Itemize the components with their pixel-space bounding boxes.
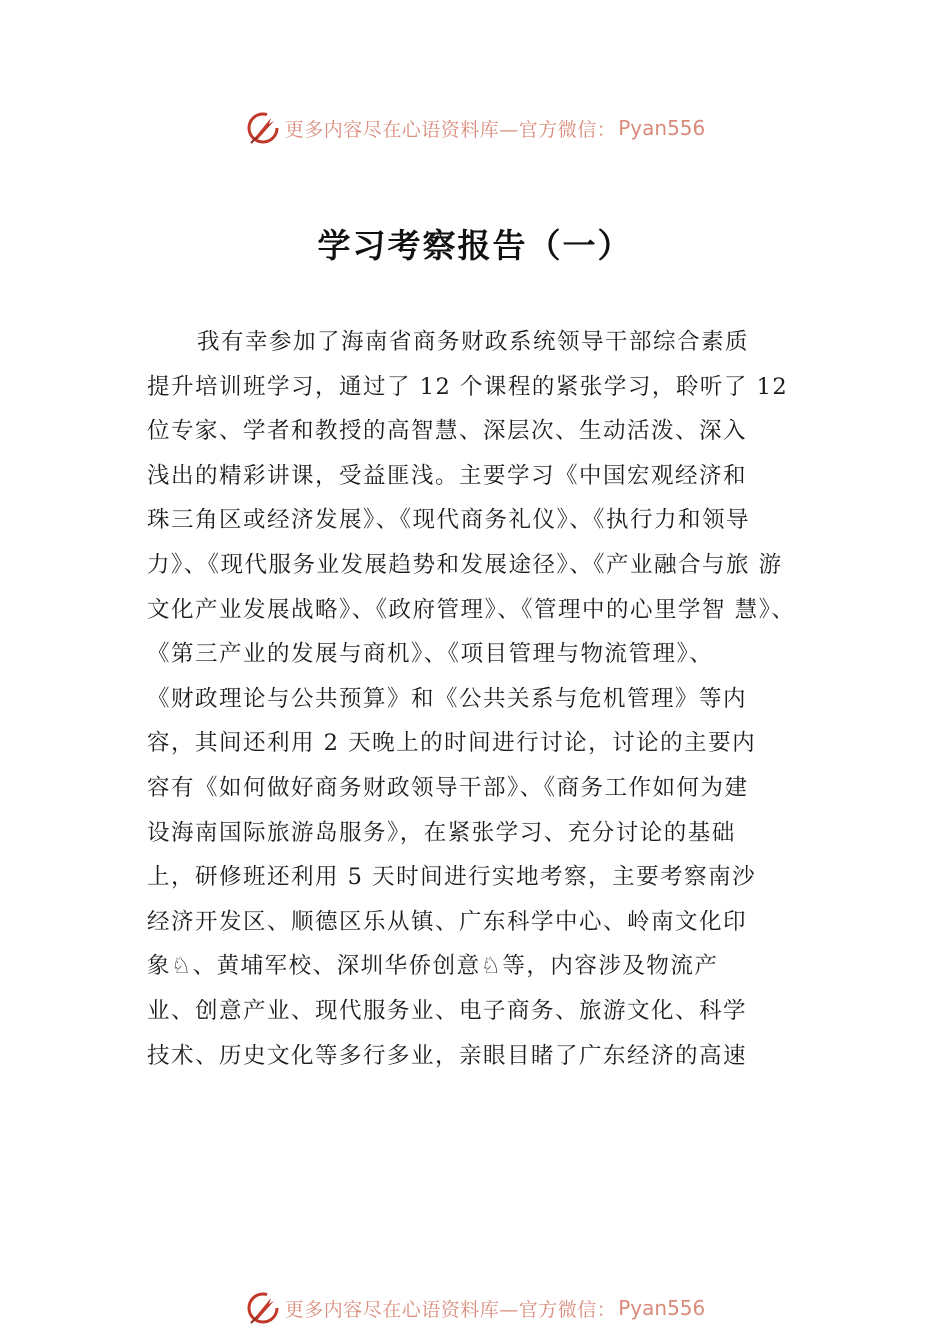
header-banner <box>0 108 950 148</box>
document-title: 学习考察报告（一） <box>317 226 633 265</box>
header-wechat-id: Pyan556 <box>618 116 706 140</box>
body-line: 浅出的精彩讲课，受益匪浅。主要学习《中国宏观经济和 <box>147 462 748 489</box>
quill-logo-icon <box>245 1290 281 1326</box>
footer-banner-text: 更多内容尽在心语资料库—官方微信： <box>284 1298 617 1321</box>
body-line: 容，其间还利用 2 天晚上的时间进行讨论，讨论的主要内 <box>147 730 757 757</box>
body-line: 业、创意产业、现代服务业、电子商务、旅游文化、科学 <box>147 997 748 1024</box>
footer-wechat-id: Pyan556 <box>618 1296 706 1320</box>
body-line: 提升培训班学习，通过了 12 个课程的紧张学习，聆听了 12 <box>147 373 789 400</box>
body-line: 设海南国际旅游岛服务》，在紧张学习、充分讨论的基础 <box>147 819 736 846</box>
body-line: 珠三角区或经济发展》、《现代商务礼仪》、《执行力和领导 <box>147 507 751 534</box>
body-line: 《第三产业的发展与商机》、《项目管理与物流管理》、 <box>147 641 714 668</box>
quill-logo-icon <box>245 110 281 146</box>
body-line: 我有幸参加了海南省商务财政系统领导干部综合素质 <box>197 329 750 355</box>
document-body <box>147 320 797 1078</box>
footer-banner <box>0 1288 950 1328</box>
body-line: 文化产业发展战略》、《政府管理》、《管理中的心里学智 慧》、 <box>147 596 796 623</box>
body-line: 上，研修班还利用 5 天时间进行实地考察，主要考察南沙 <box>147 864 757 891</box>
body-line: 《财政理论与公共预算》和《公共关系与危机管理》等内 <box>147 685 748 712</box>
body-line: 象♘、黄埔军校、深圳华侨创意♘等，内容涉及物流产 <box>147 953 719 980</box>
body-line: 经济开发区、顺德区乐从镇、广东科学中心、岭南文化印 <box>147 908 748 935</box>
header-banner-text: 更多内容尽在心语资料库—官方微信： <box>284 118 617 141</box>
body-line: 技术、历史文化等多行多业，亲眼目睹了广东经济的高速 <box>147 1042 748 1069</box>
body-line: 力》、《现代服务业发展趋势和发展途径》、《产业融合与旅 游 <box>147 551 783 578</box>
body-line: 位专家、学者和教授的高智慧、深层次、生动活泼、深入 <box>147 418 748 445</box>
body-line: 容有《如何做好商务财政领导干部》、《商务工作如何为建 <box>147 774 749 801</box>
